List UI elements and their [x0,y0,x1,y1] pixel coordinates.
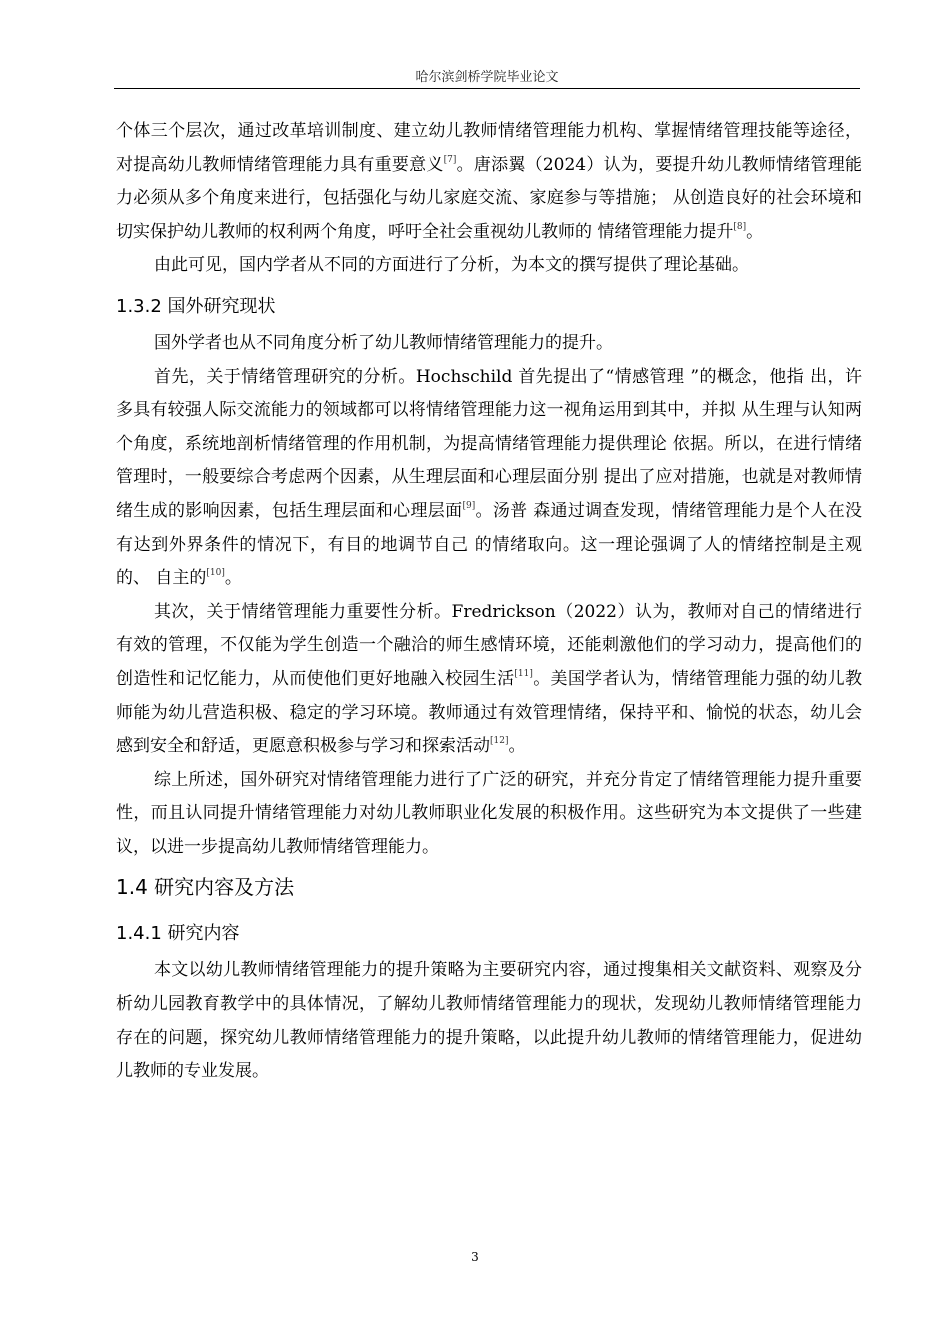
paragraph-research-content: 本文以幼儿教师情绪管理能力的提升策略为主要研究内容，通过搜集相关文献资料、观察及分析幼儿园教育教学中的具体情况，了解幼儿教师情绪管理能力的现状，发现幼儿教师情绪管理能力存在的问题，探究幼儿教师情绪管理能力的提升策略，以此提升幼儿教师的情绪管理能力，促进幼儿教师的专业发展。 [116,960,862,1082]
heading-1-4: 1.4 研究内容及方法 [116,875,295,900]
citation: [8] [733,221,747,232]
paragraph-text: 。汤普 森通过调查发现，情绪管理能力是个人在没有达到外界条件的情况下，有目的地调节自己 的情绪取向。这一理论强调了人的情绪控制是主观的、 自主的 [116,500,863,589]
paragraph-text: 。 [746,221,764,242]
citation: [10] [206,568,225,579]
paragraph-foreign-first [116,361,862,596]
citation: [9] [462,500,476,511]
paragraph-text: 。美国学者认为，情绪管理能力强的幼儿教师能为幼儿营造积极、稳定的学习环境。教师通过有效管理情绪，保持平和、愉悦的状态，幼儿会感到安全和舒适，更愿意积极参与学习和探索活动 [116,668,863,757]
paragraph-text: 。 [508,736,526,757]
document-body [116,115,862,1089]
heading-1-4-1: 1.4.1 研究内容 [116,923,240,945]
header-divider [114,88,860,89]
paragraph-domestic-research-end [116,115,862,249]
citation: [7] [443,154,457,165]
paragraph-text: 首先，关于情绪管理研究的分析。Hochschild 首先提出了“情感管理 ”的概念，他指 出，许多具有较强人际交流能力的领域都可以将情绪管理能力这一视角运用到其中，并拟 从生理与认知两个角度，系统地剖析情绪管理的作用机制，为提高情绪管理能力提供理论 依据。所以，在进行情绪管理时，一般要综合考虑两个因素，从生理层面和心理层面分别 提出了应对措施，也就是对教师情绪生成的影响因素，包括生理层面和心理层面 [116,366,862,521]
paragraph-text: 。 [224,568,242,589]
paragraph-text: 个体三个层次，通过改革培训制度、建立幼儿教师情绪管理能力机构、掌握情绪管理技能等途径，对提高幼儿教师情绪管理能力具有重要意义 [116,121,862,175]
paragraph-foreign-intro: 国外学者也从不同角度分析了幼儿教师情绪管理能力的提升。 [154,332,613,353]
heading-1-3-2: 1.3.2 国外研究现状 [116,295,276,317]
paragraph-text: 。唐添翼（2024）认为，要提升幼儿教师情绪管理能力必须从多个角度来进行，包括强化与幼儿家庭交流、家庭参与等措施； 从创造良好的社会环境和切实保护幼儿教师的权利两个角度，呼吁全社会重视幼儿教师的 情绪管理能力提升 [116,154,863,242]
citation: [12] [490,736,509,747]
paragraph-foreign-summary: 综上所述，国外研究对情绪管理能力进行了广泛的研究，并充分肯定了情绪管理能力提升重要性，而且认同提升情绪管理能力对幼儿教师职业化发展的积极作用。这些研究为本文提供了一些建议，以进一步提高幼儿教师情绪管理能力。 [116,769,862,857]
page-number: 3 [471,1250,479,1264]
citation: [11] [514,668,533,679]
paragraph-summary-domestic: 由此可见，国内学者从不同的方面进行了分析，为本文的撰写提供了理论基础。 [154,255,749,276]
paragraph-text: 其次，关于情绪管理能力重要性分析。Fredrickson（2022）认为，教师对自己的情绪进行有效的管理，不仅能为学生创造一个融洽的师生感情环境，还能刺激他们的学习动力，提高他们的创造性和记忆能力，从而使他们更好地融入校园生活 [116,601,862,689]
paragraph-foreign-second [116,596,862,764]
page-header: 哈尔滨剑桥学院毕业论文 [415,70,559,85]
